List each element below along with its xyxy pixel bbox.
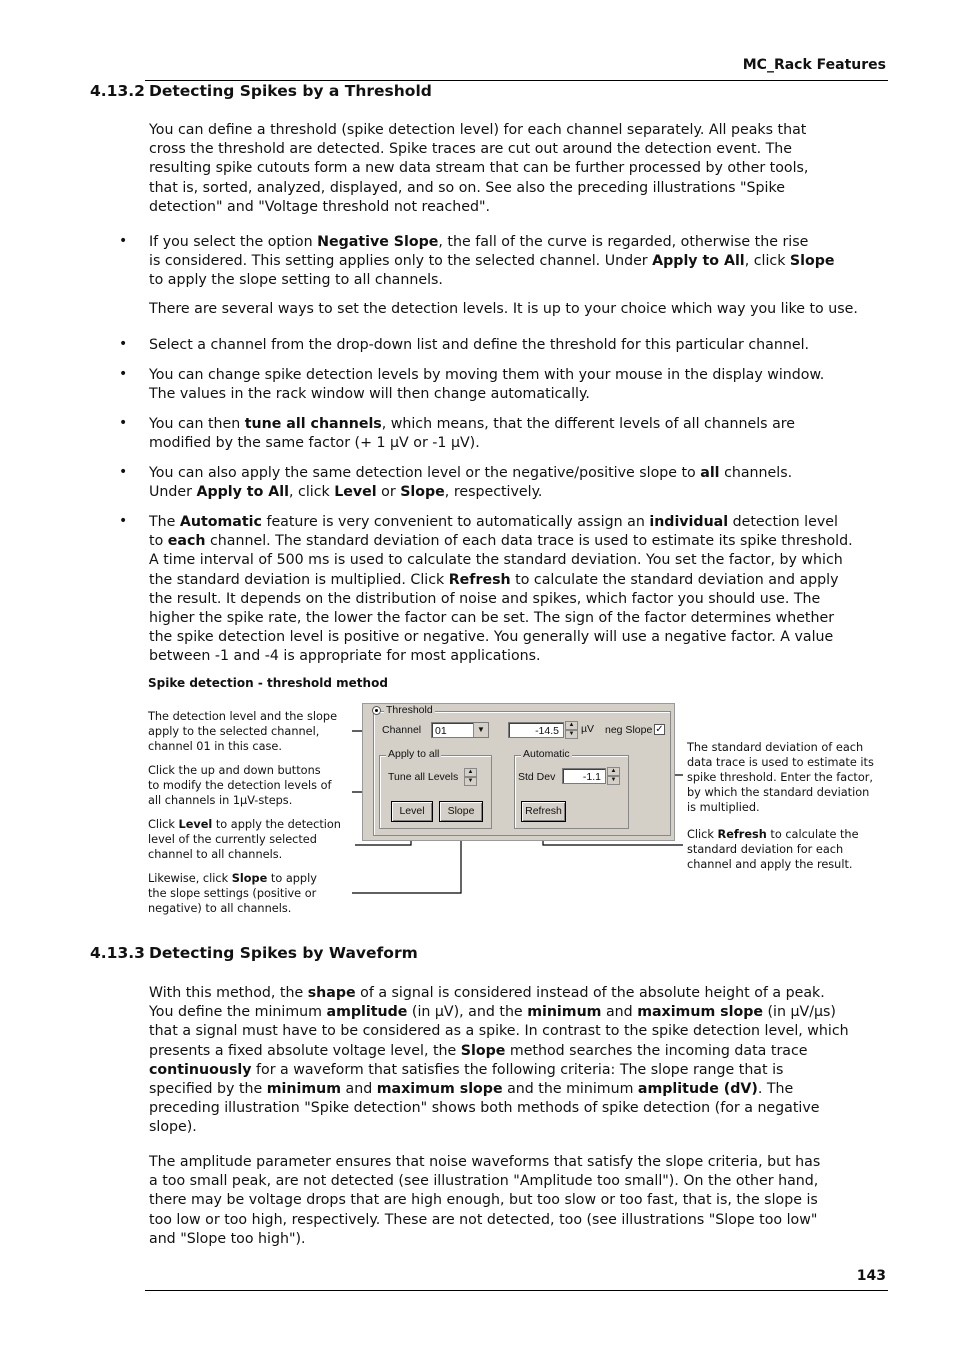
ways-paragraph: There are several ways to set the detection levels. It is up to your choice which way you like to use. bbox=[149, 301, 858, 317]
section-number: 4.13.2 bbox=[90, 82, 145, 100]
tune-all-spinner[interactable] bbox=[464, 768, 477, 786]
section-number: 4.13.3 bbox=[90, 944, 145, 962]
refresh-button[interactable]: Refresh bbox=[521, 801, 566, 822]
running-header: MC_Rack Features bbox=[742, 57, 886, 73]
bullet-marker: • bbox=[119, 366, 128, 382]
apply-all-title: Apply to all bbox=[388, 748, 440, 760]
automatic-title: Automatic bbox=[523, 748, 570, 760]
std-dev-spinner[interactable] bbox=[607, 767, 620, 785]
neg-slope-label: neg Slope bbox=[605, 724, 653, 736]
section-heading-waveform bbox=[90, 944, 418, 962]
waveform-paragraph-2: The amplitude parameter ensures that noise waveforms that satisfy the slope criteria, but has a too small peak, are not detected (see illustration "Amplitude too small"). On the other hand, there may be voltage drops that are high enough, but too slow or too fast, that is, the slope is too low or too high, respectively. These are not detected, too (see illustrations "Slope too low" and "Slope too high"). bbox=[149, 1154, 821, 1247]
section-heading-threshold bbox=[90, 82, 432, 100]
level-button[interactable]: Level bbox=[391, 801, 433, 822]
bullet-marker: • bbox=[119, 415, 128, 431]
note-std-dev: The standard deviation of each data trace is used to estimate its spike threshold. Enter the factor, by which the standard deviation is multiplied. bbox=[687, 741, 874, 814]
text-line: that is, sorted, analyzed, displayed, and so on. See also the preceding illustrations "Spike bbox=[149, 179, 785, 196]
bullet-automatic: The Automatic feature is very convenient to automatically assign an individual detection level to each channel. The standard deviation of each data trace is used to estimate its spike threshold. A time interval of 500 ms is used to calculate the standard deviation. You set the factor, by which the standard deviation is multiplied. Click Refresh to calculate the standard deviation and apply the result. It depends on the distribution of noise and spikes, which factor you should use. The higher the spike rate, the lower the factor can be set. The sign of the factor determines whether the spike detection level is positive or negative. You generally will use a negative factor. A value between -1 and -4 is appropriate for most applications. bbox=[149, 514, 853, 665]
bullet-select-channel: Select a channel from the drop-down list and define the threshold for this particular channel. bbox=[149, 337, 810, 353]
text-line: You can define a threshold (spike detection level) for each channel separately. All peaks that bbox=[149, 122, 807, 138]
std-dev-label: Std Dev bbox=[518, 771, 556, 783]
note-level-button: Click Level to apply the detection level of the currently selected channel to all channels. bbox=[148, 818, 341, 861]
text-line: resulting spike cutouts form a new data stream that can be further processed by other tools, bbox=[149, 160, 809, 177]
bullet-tune-all: You can then tune all channels, which means, that the different levels of all channels are modified by the same factor (+ 1 µV or -1 µV). bbox=[149, 416, 796, 452]
waveform-paragraph-1: With this method, the shape of a signal is considered instead of the absolute height of a peak. You define the minimum amplitude (in µV), and the minimum and maximum slope (in µV/µs) that a signal must have to be considered as a spike. In contrast to the spike detection level, which presents a fixed absolute voltage level, the Slope method searches the incoming data trace continuously for a waveform that satisfies the following criteria: The slope range that is specified by the minimum and maximum slope and the minimum amplitude (dV). The preceding illustration "Spike detection" shows both methods of spike detection (for a negative slope). bbox=[149, 985, 849, 1136]
threshold-dialog bbox=[362, 703, 675, 841]
spin-up-icon[interactable]: ▲ bbox=[607, 767, 620, 776]
figure-caption: Spike detection - threshold method bbox=[148, 676, 388, 690]
channel-label: Channel bbox=[382, 724, 422, 736]
channel-select[interactable]: 01 ▼ bbox=[431, 722, 489, 738]
tune-all-label: Tune all Levels bbox=[388, 771, 459, 783]
page-number: 143 bbox=[856, 1268, 886, 1284]
threshold-radio[interactable] bbox=[372, 706, 381, 715]
spin-up-icon[interactable]: ▲ bbox=[464, 768, 477, 777]
note-slope-button: Likewise, click Slope to apply the slope settings (positive or negative) to all channels. bbox=[148, 872, 317, 915]
bullet-apply-all: You can also apply the same detection level or the negative/positive slope to all channels. Under Apply to All, click Level or Slope, respectively. bbox=[149, 465, 793, 501]
spin-down-icon[interactable]: ▼ bbox=[565, 730, 578, 739]
bullet-marker: • bbox=[119, 513, 128, 529]
bullet-mouse-levels: You can change spike detection levels by moving them with your mouse in the display window. The values in the rack window will then change automatically. bbox=[149, 367, 825, 403]
threshold-spinner[interactable] bbox=[565, 721, 578, 739]
bullet-marker: • bbox=[119, 233, 128, 249]
unit-label: µV bbox=[581, 723, 595, 735]
note-refresh-button: Click Refresh to calculate the standard deviation for each channel and apply the result. bbox=[687, 828, 859, 871]
bullet-marker: • bbox=[119, 464, 128, 480]
std-dev-input[interactable]: -1.1 bbox=[562, 768, 606, 784]
text-line: cross the threshold are detected. Spike traces are cut out around the detection event. The bbox=[149, 141, 793, 158]
chevron-down-icon[interactable]: ▼ bbox=[473, 723, 488, 737]
threshold-group-title: Threshold bbox=[386, 704, 433, 716]
neg-slope-checkbox[interactable]: ✓ bbox=[655, 724, 664, 735]
note-detection-level: The detection level and the slope apply to the selected channel, channel 01 in this case. bbox=[148, 710, 338, 753]
spin-down-icon[interactable]: ▼ bbox=[464, 777, 477, 786]
section-title: Detecting Spikes by Waveform bbox=[149, 944, 418, 962]
spin-up-icon[interactable]: ▲ bbox=[565, 721, 578, 730]
intro-paragraph bbox=[149, 121, 889, 217]
text-line: detection" and "Voltage threshold not reached". bbox=[149, 198, 491, 215]
threshold-input[interactable]: -14.5 bbox=[508, 722, 564, 738]
section-title: Detecting Spikes by a Threshold bbox=[149, 82, 432, 100]
header-rule bbox=[145, 80, 888, 81]
bullet-negative-slope: If you select the option Negative Slope, the fall of the curve is regarded, otherwise the rise is considered. This setting applies only to the selected channel. Under Apply to All, click Slope to apply the slope setting to all channels. bbox=[149, 234, 835, 289]
spin-down-icon[interactable]: ▼ bbox=[607, 776, 620, 785]
bullet-marker: • bbox=[119, 336, 128, 352]
footer-rule bbox=[145, 1290, 888, 1291]
slope-button[interactable]: Slope bbox=[439, 801, 483, 822]
note-up-down-buttons: Click the up and down buttons to modify the detection levels of all channels in 1µV-steps. bbox=[148, 764, 332, 807]
